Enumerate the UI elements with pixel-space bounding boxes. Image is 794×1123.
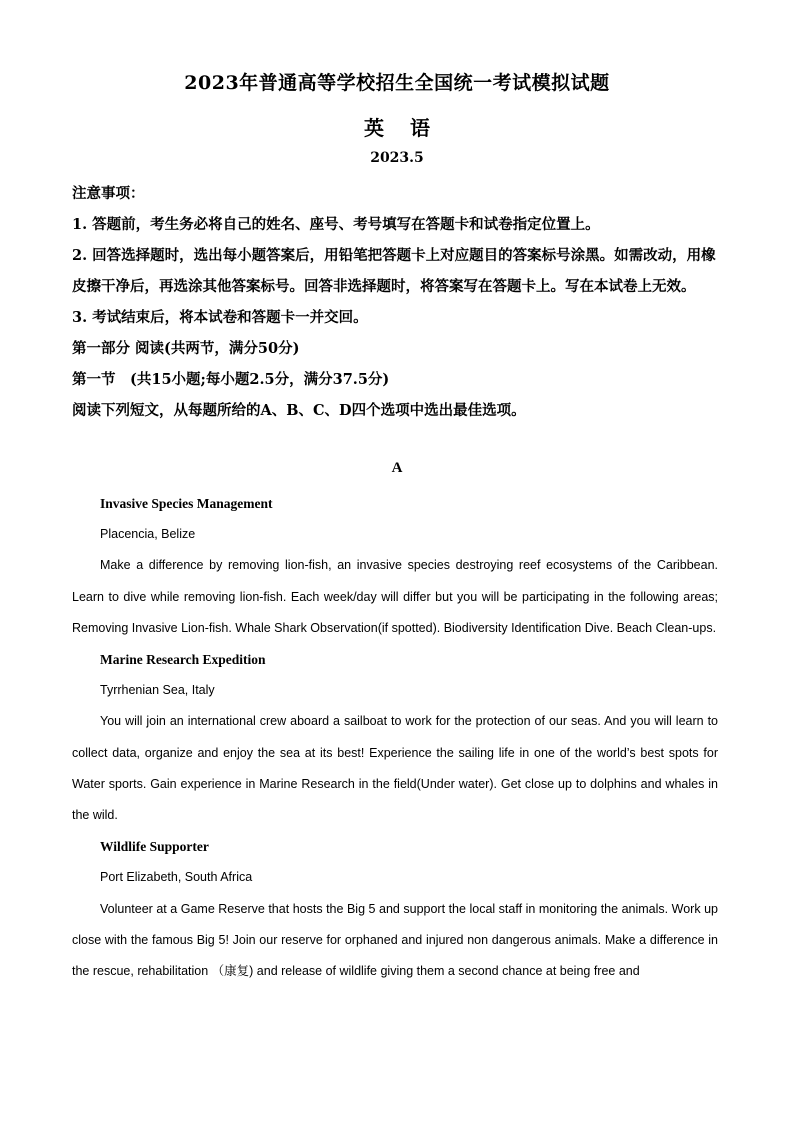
notice-item-3: 3. 考试结束后，将本试卷和答题卡一并交回。	[72, 309, 368, 326]
notice-heading: 注意事项：	[72, 185, 145, 202]
ad-heading-2: Marine Research Expedition	[100, 652, 266, 668]
ad-heading-3: Wildlife Supporter	[100, 839, 209, 855]
ad-body-1: Make a difference by removing lion-fish, an invasive species destroying reef ecosystems of the Caribbean. Learn to dive while removing lion-fish. Each week/day will differ but you will be participating in the following areas; Removing Invasive Lion-fish. Whale Shark Observation(if spotted). Biodiversity Identification Dive. Beach Clean-ups.	[72, 558, 718, 635]
section-title: 第一节 (共15小题;每小题2.5分，满分37.5分)	[72, 371, 390, 388]
ad-body-2: You will join an international crew aboard a sailboat to work for the protection of our seas. And you will learn to collect data, organize and enjoy the sea at its best! Experience the sailing life in one of the world’s best spots for Water sports. Gain experience in Marine Research in the field(Under water). Get close up to dolphins and whales in the wild.	[72, 714, 718, 823]
ad-location-3: Port Elizabeth, South Africa	[100, 870, 253, 885]
passage-a	[72, 488, 718, 987]
exam-title: 2023年普通高等学校招生全国统一考试模拟试题	[184, 72, 610, 94]
notice-block	[72, 178, 722, 426]
notice-item-1: 1. 答题前，考生务必将自己的姓名、座号、考号填写在答题卡和试卷指定位置上。	[72, 216, 600, 233]
notice-item-2: 2. 回答选择题时，选出每小题答案后，用铅笔把答题卡上对应题目的答案标号涂黑。如需改动，用橡皮擦干净后，再选涂其他答案标号。回答非选择题时，将答案写在答题卡上。写在本试卷上无效。	[72, 247, 716, 295]
part-title: 第一部分 阅读(共两节，满分50分)	[72, 340, 300, 357]
instruction: 阅读下列短文，从每题所给的A、B、C、D四个选项中选出最佳选项。	[72, 402, 526, 419]
exam-date: 2023.5	[370, 150, 424, 166]
ad-location-1: Placencia, Belize	[100, 527, 196, 542]
passage-label: A	[391, 460, 403, 476]
ad-heading-1: Invasive Species Management	[100, 496, 273, 511]
ad-location-2: Tyrrhenian Sea, Italy	[100, 683, 215, 698]
subject-title: 英语	[364, 116, 456, 140]
ad-body-3: Volunteer at a Game Reserve that hosts the Big 5 and support the local staff in monitoring the animals. Work up close with the famous Big 5! Join our reserve for orphaned and injured non dangerous animals. Make a difference in the rescue, rehabilitation （康复) and release of wildlife giving them a second chance at being free and	[72, 901, 718, 979]
